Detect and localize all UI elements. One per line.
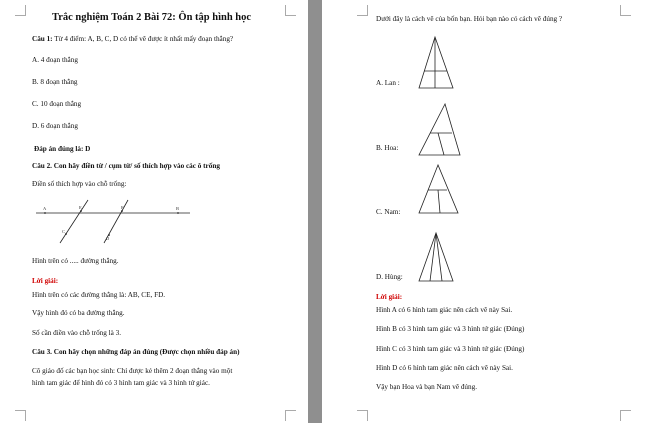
question-1-text: Từ 4 điểm: A, B, C, D có thể vẽ được ít nhất mấy đoạn thẳng? xyxy=(52,35,234,43)
triangle-lan xyxy=(419,37,453,88)
question-3-line-1: Cô giáo đố các bạn học sinh: Chỉ được kẻ thêm 2 đoạn thẳng vào một xyxy=(32,367,233,375)
hoa-segment xyxy=(438,133,444,155)
hung-line-2 xyxy=(436,233,442,281)
point-f xyxy=(121,210,123,212)
question-2-instruction: Điền số thích hợp vào chỗ trống: xyxy=(32,180,127,188)
triangle-nam xyxy=(419,165,458,213)
label-f: F xyxy=(121,205,124,210)
label-b: B xyxy=(176,206,180,211)
triangle-hung xyxy=(419,233,453,281)
option-c: C. 10 đoạn thẳng xyxy=(32,100,82,108)
label-e: E xyxy=(79,205,82,210)
document-page-left xyxy=(0,0,308,423)
label-a: A xyxy=(43,206,47,211)
point-b xyxy=(177,212,179,214)
right-solution-line-1: Hình A có 6 hình tam giác nên cách vẽ này Sai. xyxy=(376,306,513,314)
solution-line-1: Hình trên có các đường thẳng là: AB, CE, FD. xyxy=(32,291,166,299)
document-page-right xyxy=(322,0,650,423)
right-solution-line-2: Hình B có 3 hình tam giác và 3 hình tứ giác (Đúng) xyxy=(376,325,525,333)
question-3-title: Câu 3. Con hãy chọn những đáp án đúng (Được chọn nhiều đáp án) xyxy=(32,348,240,356)
question-2-blank: Hình trên có ..... đường thẳng. xyxy=(32,257,119,265)
label-hung: D. Hùng: xyxy=(376,273,403,281)
right-question: Dưới đây là cách vẽ của bốn bạn. Hỏi bạn nào có cách vẽ đúng ? xyxy=(376,15,563,23)
triangles-figure xyxy=(322,0,650,423)
right-solution-line-3: Hình C có 3 hình tam giác và 3 hình tứ giác (Đúng) xyxy=(376,345,525,353)
page-gap xyxy=(308,0,322,423)
label-nam: C. Nam: xyxy=(376,208,401,216)
question-1-label: Câu 1: xyxy=(32,35,53,43)
hung-line-1 xyxy=(430,233,436,281)
label-d: D xyxy=(106,236,110,241)
right-solution-line-5: Vậy bạn Hoa và bạn Nam vẽ đúng. xyxy=(376,383,477,391)
page-title: Trắc nghiệm Toán 2 Bài 72: Ôn tập hình học xyxy=(52,12,252,23)
answer-1: Đáp án đúng là: D xyxy=(34,145,91,153)
right-solution-label: Lời giải: xyxy=(376,293,403,301)
solution-line-3: Số cần điền vào chỗ trống là 3. xyxy=(32,329,122,337)
option-b: B. 8 đoạn thẳng xyxy=(32,78,78,86)
lines-diagram xyxy=(0,0,308,423)
solution-line-2: Vậy hình đó có ba đường thẳng. xyxy=(32,309,125,317)
label-c: C xyxy=(62,229,66,234)
nam-segment xyxy=(438,190,440,213)
option-a: A. 4 đoạn thẳng xyxy=(32,56,78,64)
label-hoa: B. Hoa: xyxy=(376,144,399,152)
option-d: D. 6 đoạn thẳng xyxy=(32,122,78,130)
right-solution-line-4: Hình D có 6 hình tam giác nên cách vẽ này Sai. xyxy=(376,364,513,372)
point-a xyxy=(44,212,46,214)
line-ce xyxy=(60,200,88,243)
question-2-title: Câu 2. Con hãy điền từ / cụm từ/ số thích hợp vào các ô trống xyxy=(32,162,220,170)
question-3-line-2: hình tam giác để hình đó có 3 hình tam giác và 3 hình tứ giác. xyxy=(32,379,210,387)
solution-label: Lời giải: xyxy=(32,277,59,285)
label-lan: A. Lan : xyxy=(376,79,400,87)
triangle-hoa xyxy=(419,104,460,155)
point-e xyxy=(80,210,82,212)
point-c xyxy=(65,233,67,235)
